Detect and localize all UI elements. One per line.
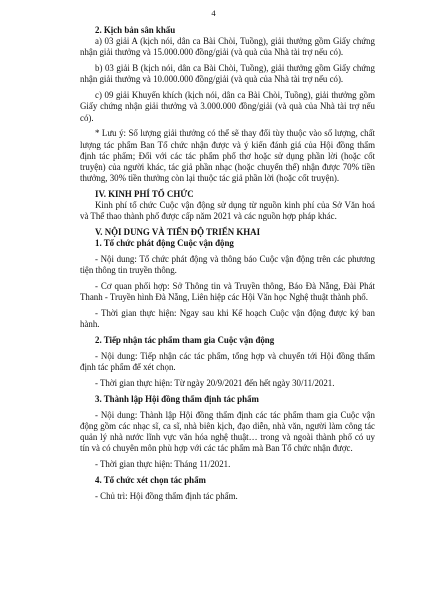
subsection-1-content: - Nội dung: Tổ chức phát động và thông báo Cuộc vận động trên các phương tiện thông tin truyền thông. (80, 254, 375, 276)
section-4-heading: IV. KINH PHÍ TỔ CHỨC (95, 189, 194, 200)
subsection-4-chair: - Chủ trì: Hội đồng thẩm định tác phẩm. (95, 490, 238, 501)
funding-paragraph: Kinh phí tổ chức Cuộc vận động sử dụng từ nguồn kinh phí của Sở Văn hoá và Thể thao thành phố được cấp năm 2021 và các nguồn hợp pháp khác. (80, 200, 375, 222)
subsection-2-time: - Thời gian thực hiện: Từ ngày 20/9/2021 đến hết ngày 30/11/2021. (95, 378, 335, 389)
subsection-2-content: - Nội dung: Tiếp nhận các tác phẩm, tổng hợp và chuyển tới Hội đồng thẩm định tác phẩm để xét chọn. (80, 351, 375, 373)
subsection-3-heading: 3. Thành lập Hội đồng thẩm định tác phẩm (95, 393, 259, 404)
subsection-1-partners: - Cơ quan phối hợp: Sở Thông tin và Truyền thông, Báo Đà Nẵng, Đài Phát Thanh - Truyền hình Đà Nẵng, Liên hiệp các Hội Văn học Nghệ thuật thành phố. (80, 281, 375, 303)
prize-c-paragraph: c) 09 giải Khuyến khích (kịch nói, dân ca Bài Chòi, Tuồng), giải thưởng gồm Giấy chứng nhận giải thưởng và 3.000.000 đồng/giải (và quà của Nhà tài trợ nếu có). (80, 90, 375, 123)
subsection-1-heading: 1. Tổ chức phát động Cuộc vận động (95, 238, 234, 249)
prize-b-paragraph: b) 03 giải B (kịch nói, dân ca Bài Chòi, Tuồng), giải thưởng gồm Giấy chứng nhận giải thưởng và 10.000.000 đồng/giải (và quà của Nhà tài trợ nếu có). (80, 63, 375, 85)
note-paragraph: * Lưu ý: Số lượng giải thưởng có thể sẽ thay đổi tùy thuộc vào số lượng, chất lượng tác phẩm Ban Tổ chức nhận được và ý kiến đánh giá của Hội đồng thẩm định tác phẩm; Đối với các tác phẩm phổ thơ hoặc sử dụng phần lời (hoặc cốt truyện) của người khác, tác giả phần nhạc (hoặc chuyển thể) nhận được 70% tiền thưởng, 30% tiền thưởng còn lại thuộc tác giả phần lời (hoặc cốt truyện). (80, 128, 375, 184)
prize-a-paragraph: a) 03 giải A (kịch nói, dân ca Bài Chòi, Tuồng), giải thưởng gồm Giấy chứng nhận giải thưởng và 15.000.000 đồng/giải (và quà của Nhà tài trợ nếu có). (80, 36, 375, 58)
subsection-3-time: - Thời gian thực hiện: Tháng 11/2021. (95, 459, 231, 470)
subsection-4-heading: 4. Tổ chức xét chọn tác phẩm (95, 474, 206, 485)
section-2-heading: 2. Kịch bản sân khấu (95, 25, 176, 35)
subsection-1-time: - Thời gian thực hiện: Ngay sau khi Kế hoạch Cuộc vận động được ký ban hành. (80, 308, 375, 330)
subsection-2-heading: 2. Tiếp nhận tác phẩm tham gia Cuộc vận động (95, 335, 275, 346)
subsection-3-content: - Nội dung: Thành lập Hội đồng thẩm định các tác phẩm tham gia Cuộc vận động gồm các nhạc sĩ, ca sĩ, nhà biên kịch, đạo diễn, nhà văn, người làm công tác quản lý nhà nước lĩnh vực văn hóa nghệ thuật… trong và ngoài thành phố có uy tín và có chuyên môn phù hợp với các tác phẩm mà Ban Tổ chức nhận được. (80, 409, 375, 454)
page-number: 4 (211, 8, 216, 18)
page-content (80, 25, 375, 502)
section-5-heading: V. NỘI DUNG VÀ TIẾN ĐỘ TRIỂN KHAI (95, 227, 261, 238)
